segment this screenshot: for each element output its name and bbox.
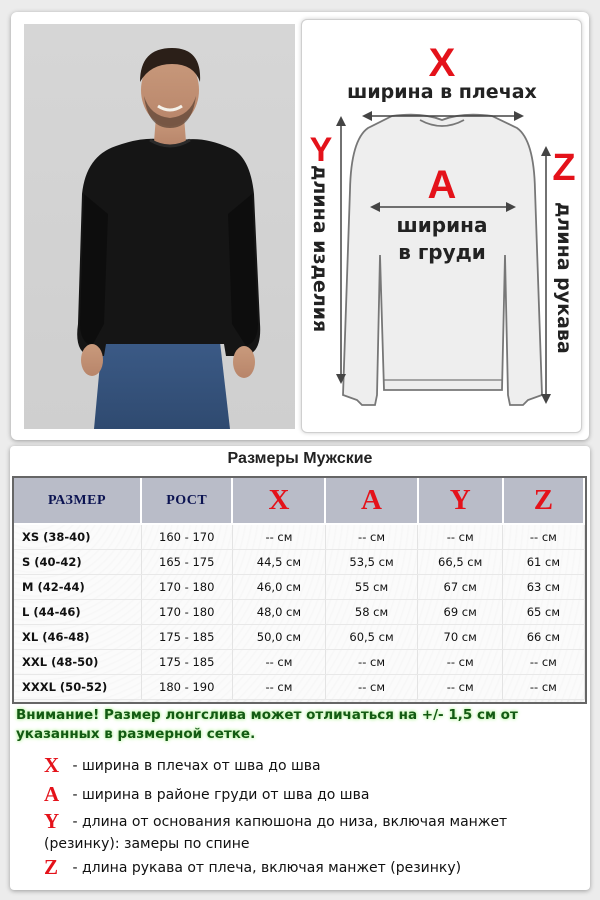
diagram-y-letter: Y: [309, 131, 333, 169]
cell-z: 61 см: [503, 549, 584, 574]
header-z: Z: [503, 478, 584, 524]
cell-y: 70 см: [418, 624, 503, 649]
legend-item-a: [44, 783, 369, 806]
cell-height: 175 - 185: [141, 624, 232, 649]
size-warning: Внимание! Размер лонгслива может отличаться на +/- 1,5 см от указанных в размерной сетке.: [16, 707, 518, 742]
legend-text-a: - ширина в районе груди от шва до шва: [68, 787, 370, 803]
size-table-header-row: [14, 478, 584, 524]
cell-x: -- см: [232, 674, 325, 699]
legend-letter-z: Z: [44, 855, 59, 879]
legend-letter-x: X: [44, 753, 60, 777]
cell-z: 65 см: [503, 599, 584, 624]
cell-size: L (44-46): [14, 599, 141, 624]
cell-height: 160 - 170: [141, 524, 232, 549]
diagram-z-letter: Z: [552, 147, 576, 189]
cell-x: 44,5 см: [232, 549, 325, 574]
legend-text-x: - ширина в плечах от шва до шва: [68, 758, 321, 774]
diagram-a-label-line2: в груди: [398, 240, 486, 264]
cell-a: 58 см: [325, 599, 417, 624]
size-table-title: Размеры Мужские: [227, 450, 373, 467]
cell-x: 50,0 см: [232, 624, 325, 649]
measurement-diagram: [301, 19, 582, 433]
legend-letter-a: A: [44, 782, 60, 806]
cell-y: -- см: [418, 524, 503, 549]
legend-letter-y: Y: [44, 809, 60, 833]
table-row: [14, 674, 584, 699]
legend-item-x: [44, 754, 321, 777]
cell-z: -- см: [503, 524, 584, 549]
cell-a: 55 см: [325, 574, 417, 599]
cell-size: XL (46-48): [14, 624, 141, 649]
cell-y: 67 см: [418, 574, 503, 599]
table-row: [14, 649, 584, 674]
cell-y: 69 см: [418, 599, 503, 624]
model-photo: [24, 24, 295, 429]
cell-a: -- см: [325, 649, 417, 674]
cell-y: -- см: [418, 674, 503, 699]
cell-a: 60,5 см: [325, 624, 417, 649]
cell-x: -- см: [232, 524, 325, 549]
header-height: РОСТ: [141, 478, 232, 524]
cell-a: -- см: [325, 524, 417, 549]
cell-y: -- см: [418, 649, 503, 674]
cell-z: -- см: [503, 649, 584, 674]
header-a: A: [325, 478, 417, 524]
table-row: [14, 599, 584, 624]
header-y: Y: [418, 478, 503, 524]
cell-z: 63 см: [503, 574, 584, 599]
legend-item-y: [44, 810, 564, 855]
cell-height: 175 - 185: [141, 649, 232, 674]
cell-a: 53,5 см: [325, 549, 417, 574]
cell-size: XS (38-40): [14, 524, 141, 549]
diagram-x-letter: X: [428, 41, 456, 85]
cell-height: 180 - 190: [141, 674, 232, 699]
diagram-z-label: длина рукава: [553, 202, 575, 354]
cell-height: 165 - 175: [141, 549, 232, 574]
diagram-x-label: ширина в плечах: [347, 81, 537, 103]
cell-size: XXXL (50-52): [14, 674, 141, 699]
cell-z: -- см: [503, 674, 584, 699]
header-size: РАЗМЕР: [14, 478, 141, 524]
sweatshirt-diagram: [302, 20, 582, 433]
cell-size: M (42-44): [14, 574, 141, 599]
cell-size: XXL (48-50): [14, 649, 141, 674]
cell-height: 170 - 180: [141, 599, 232, 624]
cell-x: -- см: [232, 649, 325, 674]
legend-item-z: [44, 856, 461, 879]
cell-size: S (40-42): [14, 549, 141, 574]
diagram-a-letter: A: [427, 163, 457, 207]
table-row: [14, 624, 584, 649]
cell-a: -- см: [325, 674, 417, 699]
table-row: [14, 549, 584, 574]
cell-y: 66,5 см: [418, 549, 503, 574]
legend-text-y: - длина от основания капюшона до низа, включая манжет (резинку): замеры по спине: [44, 814, 508, 852]
header-x: X: [232, 478, 325, 524]
size-table: [12, 476, 587, 704]
table-row: [14, 524, 584, 549]
model-photo-illustration: [24, 24, 295, 429]
diagram-a-label-line1: ширина: [396, 213, 488, 237]
cell-z: 66 см: [503, 624, 584, 649]
cell-x: 46,0 см: [232, 574, 325, 599]
cell-height: 170 - 180: [141, 574, 232, 599]
diagram-y-label: длина изделия: [309, 165, 331, 333]
table-row: [14, 574, 584, 599]
legend-text-z: - длина рукава от плеча, включая манжет (резинку): [68, 860, 462, 876]
cell-x: 48,0 см: [232, 599, 325, 624]
